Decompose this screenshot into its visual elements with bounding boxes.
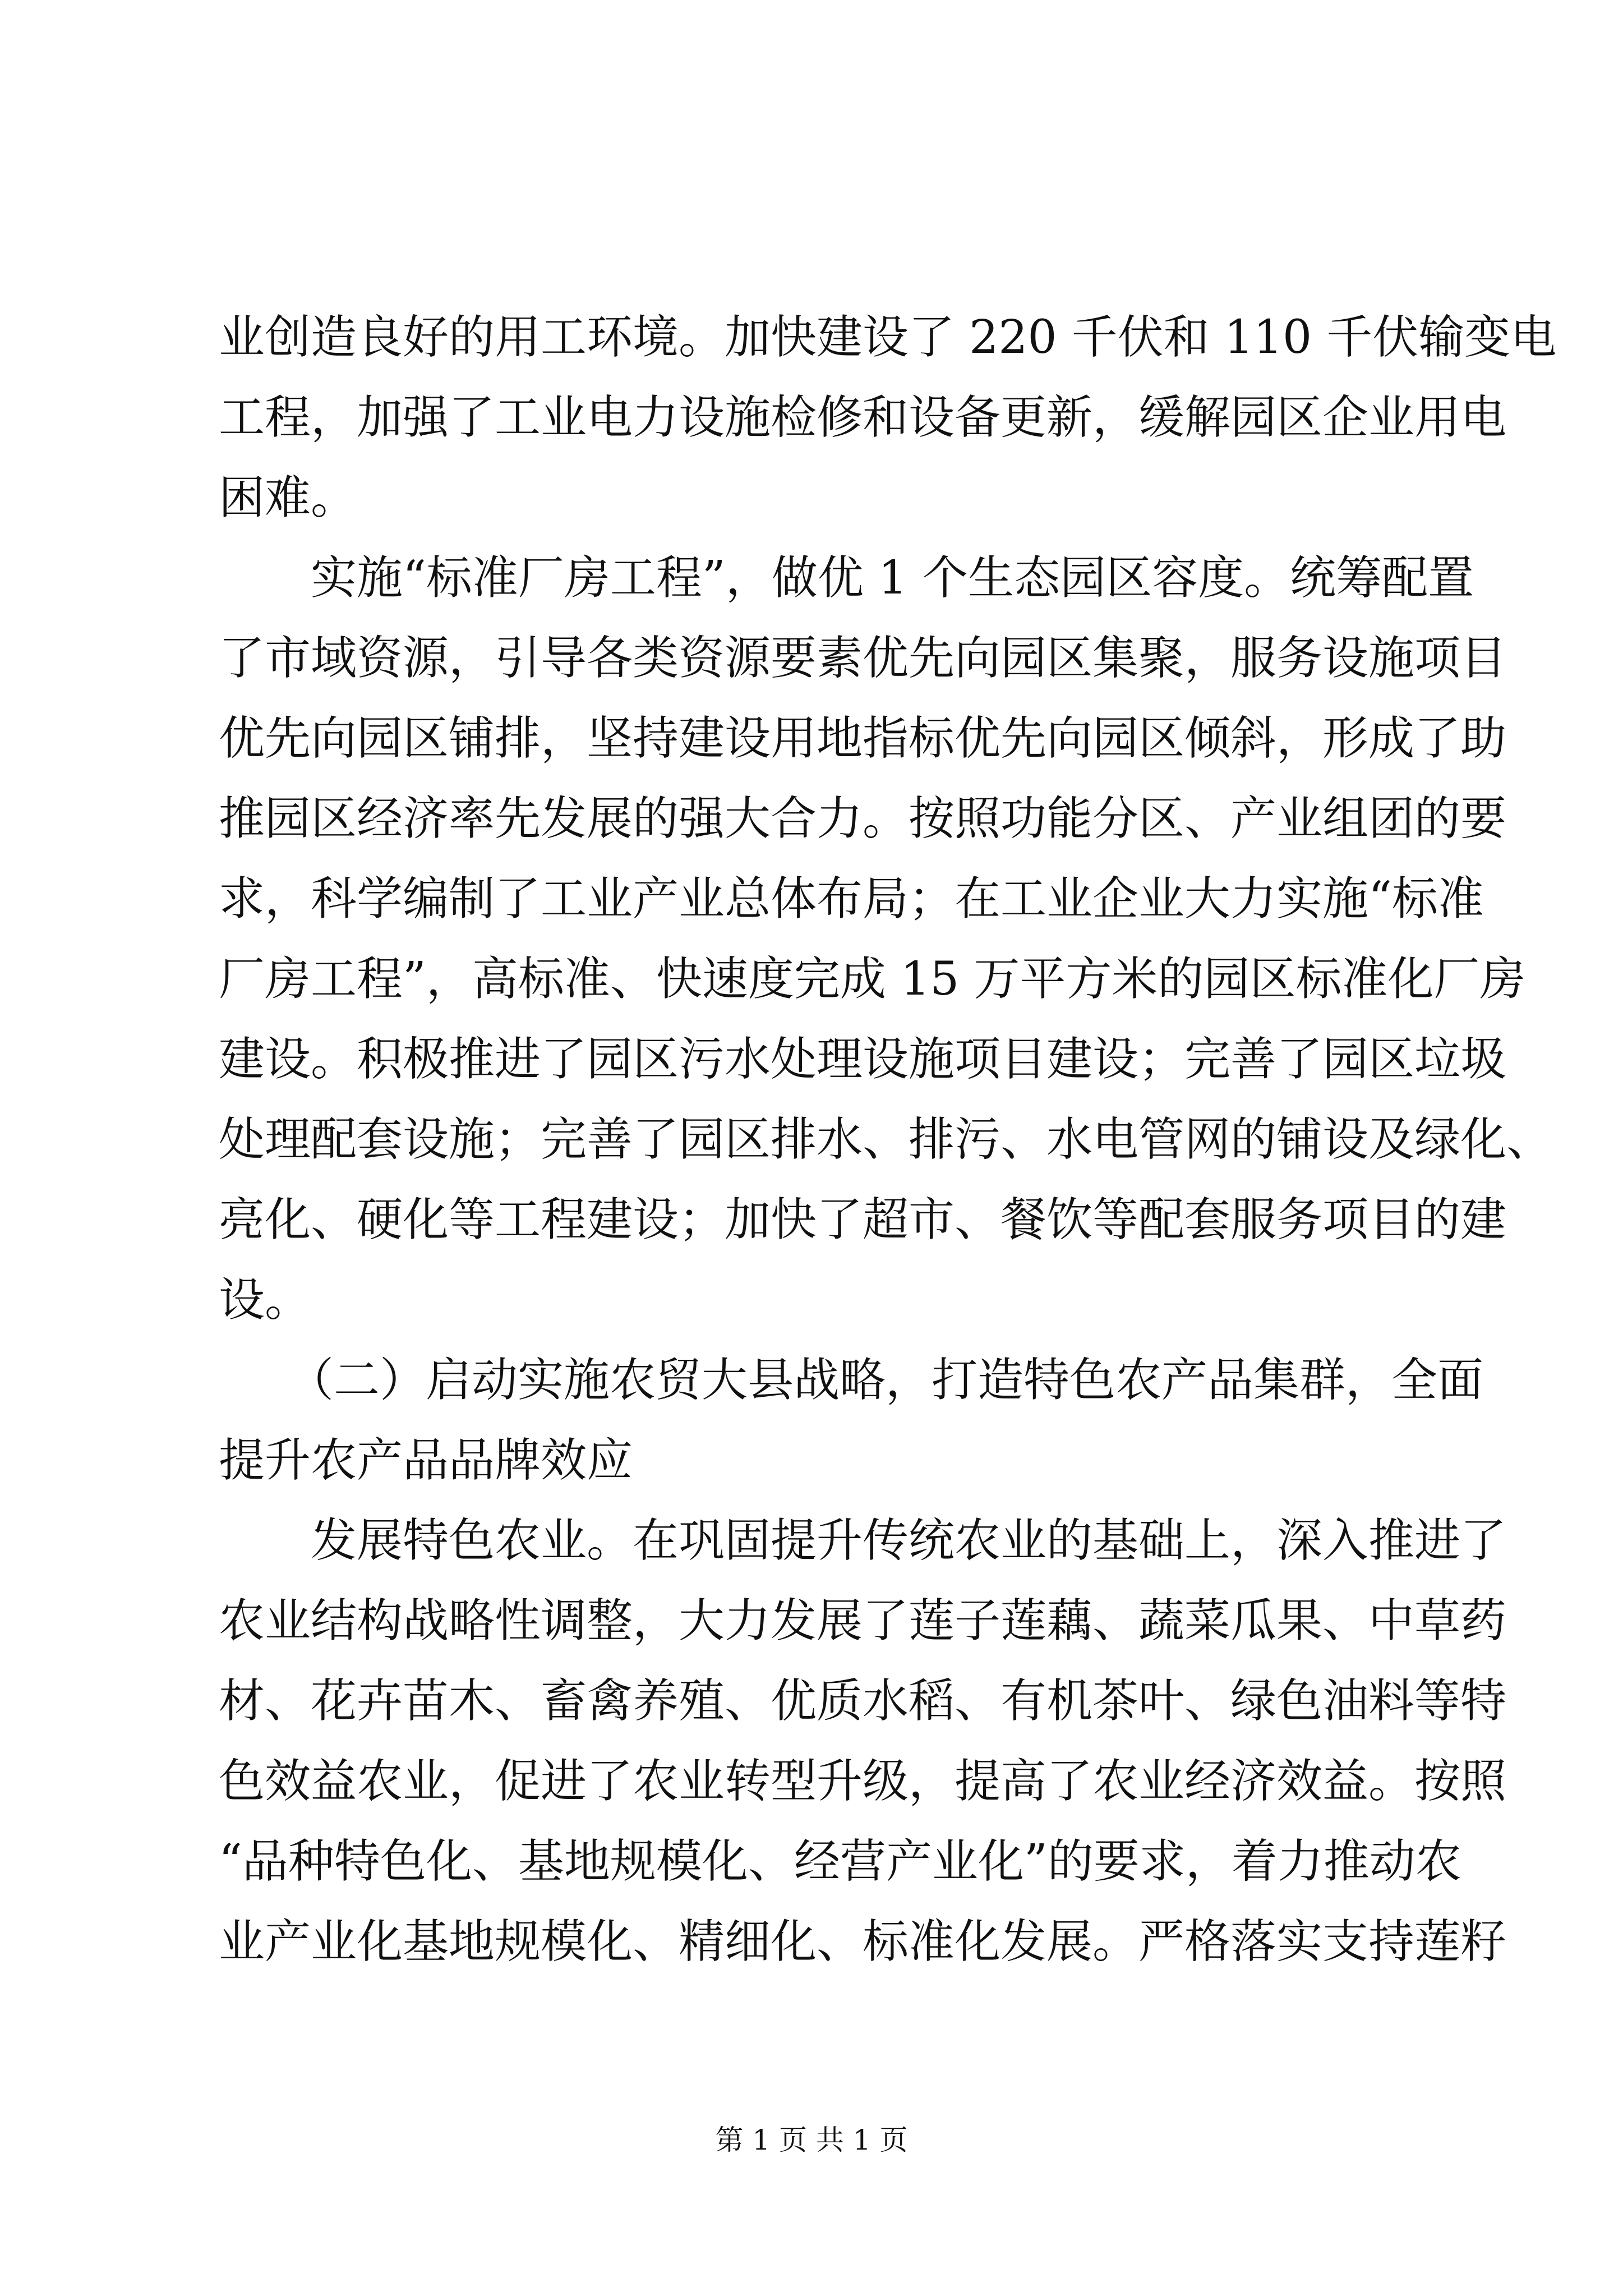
text-line: 了市域资源，引导各类资源要素优先向园区集聚，服务设施项目 (219, 632, 1507, 685)
page-footer: 第 1 页 共 1 页 (715, 2124, 908, 2156)
text-line: 业产业化基地规模化、精细化、标准化发展。严格落实支持莲籽 (219, 1915, 1507, 1968)
text-line: 厂房工程”，高标准、快速度完成 15 万平方米的园区标准化厂房 (219, 953, 1526, 1006)
section-heading-line: 提升农产品品牌效应 (219, 1434, 633, 1487)
text-line: 材、花卉苗木、畜禽养殖、优质水稻、有机茶叶、绿色油料等特 (219, 1674, 1507, 1728)
text-line: 业创造良好的用工环境。加快建设了 220 千伏和 110 千伏输变电 (219, 311, 1557, 364)
text-line: 工程，加强了工业电力设施检修和设备更新，缓解园区企业用电 (219, 391, 1507, 444)
text-line: “品种特色化、基地规模化、经营产业化”的要求，着力推动农 (219, 1835, 1461, 1888)
text-line: 实施“标准厂房工程”，做优 1 个生态园区容度。统筹配置 (219, 551, 1474, 605)
section-heading-line: （二）启动实施农贸大县战略，打造特色农产品集群，全面 (219, 1354, 1484, 1407)
text-line: 农业结构战略性调整，大力发展了莲子莲藕、蔬菜瓜果、中草药 (219, 1594, 1507, 1648)
text-line: 色效益农业，促进了农业转型升级，提高了农业经济效益。按照 (219, 1755, 1507, 1808)
text-line: 优先向园区铺排，坚持建设用地指标优先向园区倾斜，形成了助 (219, 712, 1507, 765)
text-line: 建设。积极推进了园区污水处理设施项目建设；完善了园区垃圾 (219, 1033, 1507, 1086)
text-line: 求，科学编制了工业产业总体布局；在工业企业大力实施“标准 (219, 872, 1484, 926)
text-line: 亮化、硬化等工程建设；加快了超市、餐饮等配套服务项目的建 (219, 1193, 1507, 1246)
text-line: 推园区经济率先发展的强大合力。按照功能分区、产业组团的要 (219, 792, 1507, 845)
text-line: 困难。 (219, 471, 357, 524)
text-line: 设。 (219, 1273, 311, 1327)
document-body (219, 297, 1557, 1982)
text-line: 发展特色农业。在巩固提升传统农业的基础上，深入推进了 (219, 1514, 1507, 1567)
text-line: 处理配套设施；完善了园区排水、排污、水电管网的铺设及绿化、 (219, 1113, 1553, 1166)
